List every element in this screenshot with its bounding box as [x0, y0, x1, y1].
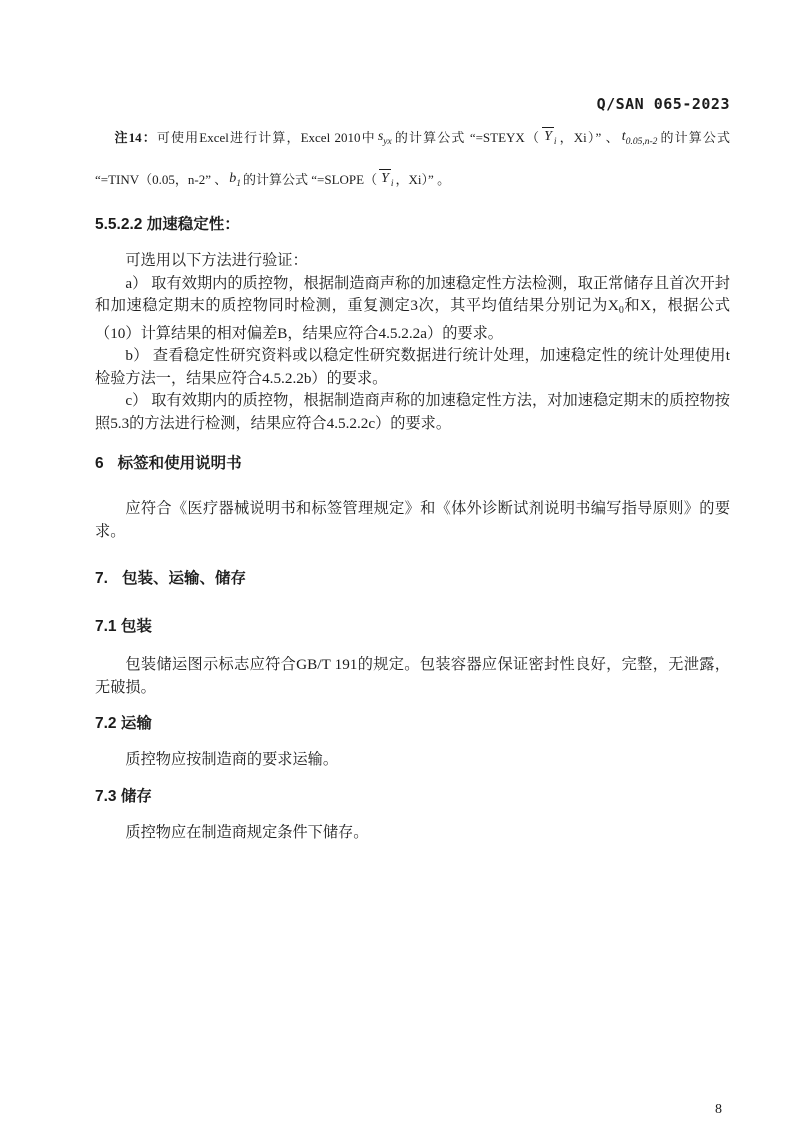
note-14 [95, 117, 730, 201]
page-header [95, 95, 730, 113]
page-content [95, 95, 730, 844]
heading-5-5-2-2: 5.5.2.2 加速稳定性： [95, 216, 240, 233]
heading-6 [95, 454, 730, 474]
paragraph-7-3: 质控物应在制造商规定条件下储存。 [125, 823, 369, 841]
page-number: 8 [715, 1102, 722, 1117]
note-label: 注14： [114, 130, 157, 145]
formula-y-bar-i-2: Y $_i$ [381, 171, 394, 189]
note-text-2: 的计算公式 “=STEYX（ [393, 130, 541, 145]
note-text-4: 的计算公式 “=TINV [95, 130, 730, 187]
heading-7-3: 7.3 储存 [95, 787, 152, 805]
paragraph-section-6: 应符合《医疗器械说明书和标签管理规定》和《体外诊断试剂说明书编写指导原则》的要求。 [95, 500, 730, 540]
note-text-7: ，Xi）” 。 [395, 172, 451, 187]
heading-6-title: 标签和使用说明书 [117, 455, 242, 472]
paragraph-item-c: c） 取有效期内的质控物，根据制造商声称的加速稳定性方法，对加速稳定期末的质控物按照5.3的方法进行检测，结果应符合4.5.2.2c）的要求。 [95, 392, 730, 432]
doc-number: Q/SAN 065-2023 [596, 95, 730, 113]
note-text-1: 可使用Excel进行计算，Excel 2010中 [156, 130, 376, 145]
note-text-5: （0.05，n-2” 、 [139, 172, 228, 187]
heading-7-title: 包装、运输、储存 [121, 570, 246, 587]
page-footer [715, 1102, 722, 1118]
heading-7-1: 7.1 包装 [95, 618, 152, 635]
formula-b1: $b_1$ [229, 171, 242, 189]
paragraph-7-2: 质控物应按制造商的要求运输。 [125, 751, 339, 768]
formula-t-005-n2: $t_{0.05,n-2}$ [621, 129, 658, 147]
paragraph-7-1: 包装储运图示标志应符合GB/T 191的规定。包装容器应保证密封性良好，完整，无泄露，无破损。 [95, 656, 730, 696]
heading-7-2: 7.2 运输 [95, 715, 152, 732]
heading-6-number: 6 [95, 455, 104, 472]
paragraph-item-a: a） 取有效期内的质控物，根据制造商声称的加速稳定性方法检测，取正常储存且首次开封和加速稳定期末的质控物同时检测，重复测定3次，其平均值结果分别记为$X_0$和X，根据公式（10）计算结果的相对偏差B，结果应符合4.5.2.2a）的要求。 [95, 274, 731, 342]
heading-7 [95, 569, 730, 589]
heading-7-number: 7. [95, 570, 108, 587]
note-text-3: ，Xi）” 、 [558, 130, 620, 145]
paragraph-item-b: b） 查看稳定性研究资料或以稳定性研究数据进行统计处理，加速稳定性的统计处理使用t检验方法一，结果应符合4.5.2.2b）的要求。 [95, 347, 730, 387]
formula-s-yx: $s_{yx}$ [377, 129, 392, 147]
note-text-6: 的计算公式 “=SLOPE（ [243, 172, 378, 187]
formula-y-bar-i-1: Y $_i$ [544, 129, 557, 147]
subscript-x0: 0 [618, 305, 624, 316]
paragraph-intro: 可选用以下方法进行验证： [125, 252, 308, 269]
